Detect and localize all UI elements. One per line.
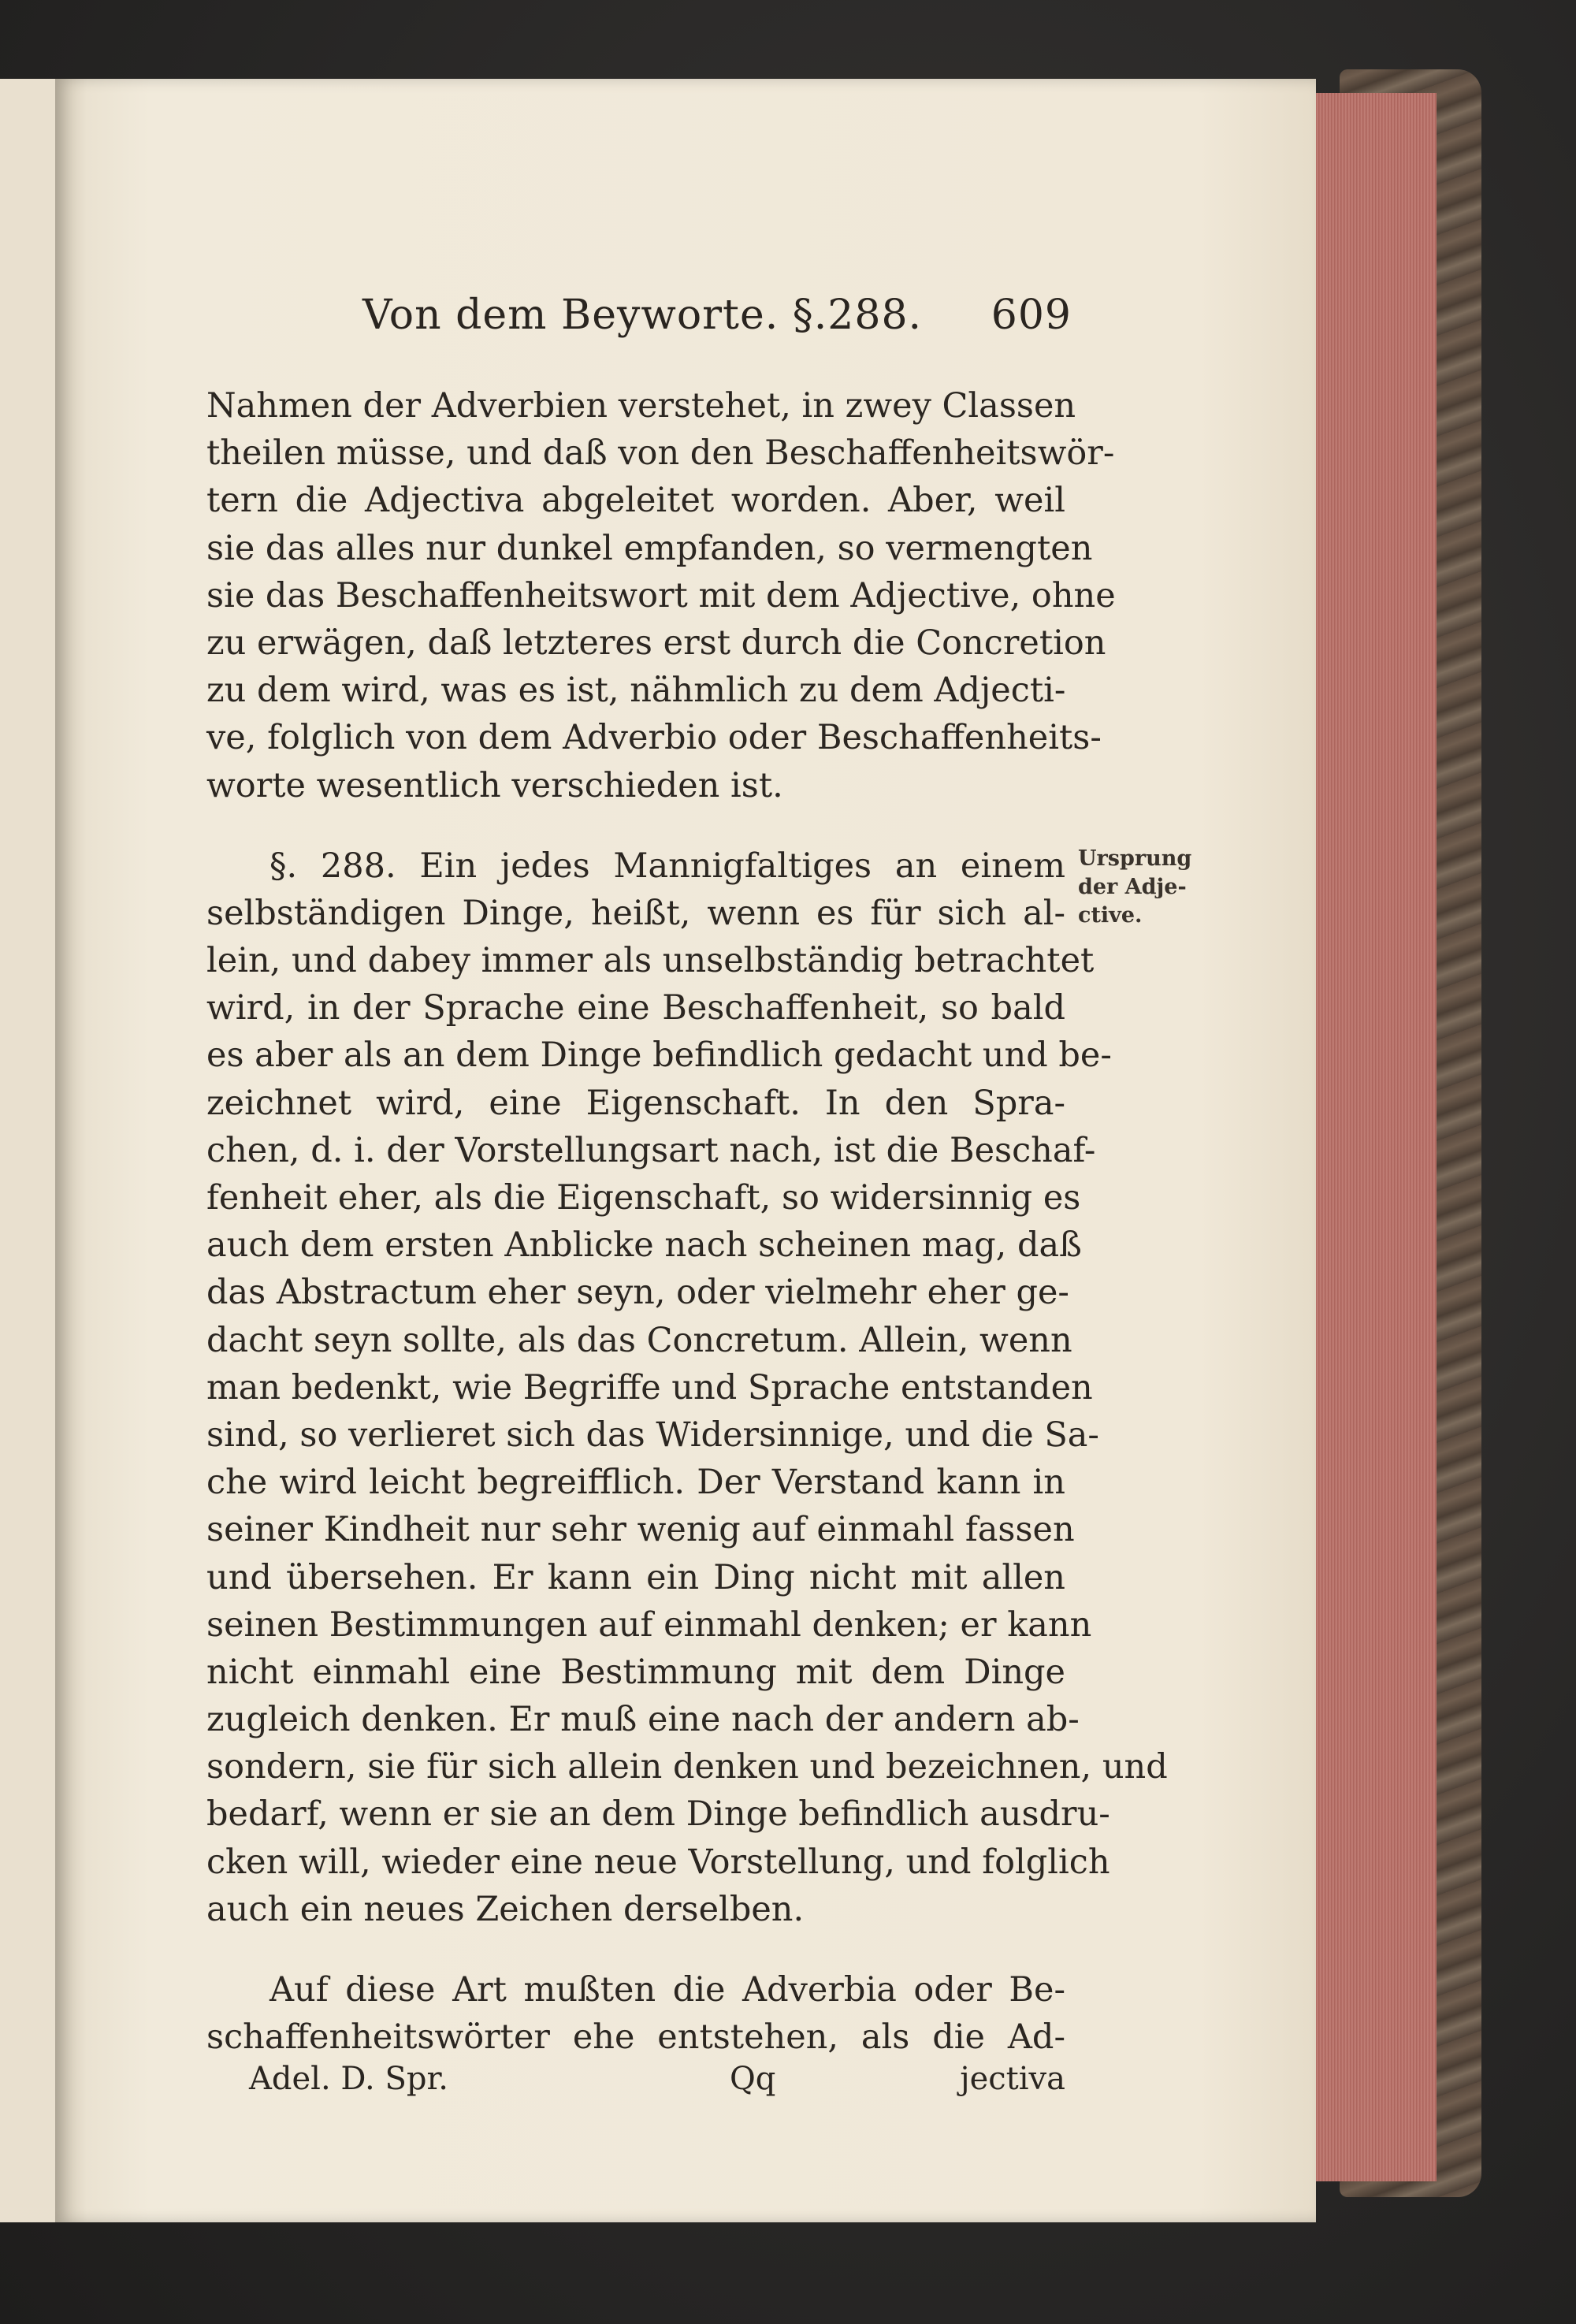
running-head <box>362 292 1072 347</box>
text-line: zu erwägen, daß letzteres erst durch die Concretion <box>206 623 1106 663</box>
facing-page-edge <box>0 79 60 2222</box>
margin-note-line: ctive. <box>1078 903 1143 928</box>
text-line: sie das alles nur dunkel empfanden, so vermengten <box>206 528 1093 568</box>
text-line: auch dem ersten Anblicke nach scheinen mag, daß <box>206 1225 1082 1266</box>
page-edges <box>1304 93 1437 2181</box>
page-number: 609 <box>991 292 1072 339</box>
text-line: cken will, wieder eine neue Vorstellung, und folglich <box>206 1842 1110 1882</box>
text-line: zugleich denken. Er muß eine nach der andern ab- <box>206 1700 1080 1740</box>
text-line: man bedenkt, wie Begriffe und Sprache entstanden <box>206 1367 1093 1407</box>
book-page <box>55 79 1316 2222</box>
text-line: sondern, sie für sich allein denken und bezeichnen, und <box>206 1747 1168 1787</box>
text-line: seinen Bestimmungen auf einmahl denken; er kann <box>206 1604 1092 1645</box>
text-line: selbständigen Dinge, heißt, wenn es für sich al- <box>206 893 1065 933</box>
text-line: Auf diese Art mußten die Adverbia oder Be- <box>269 1970 1065 2010</box>
text-line: auch ein neues Zeichen derselben. <box>206 1889 805 1929</box>
text-line: seiner Kindheit nur sehr wenig auf einmahl fassen <box>206 1510 1075 1550</box>
text-line: ve, folglich von dem Adverbio oder Beschaffenheits- <box>206 718 1102 758</box>
text-line: wird, in der Sprache eine Beschaffenheit, so bald <box>206 988 1065 1028</box>
text-line: es aber als an dem Dinge befindlich gedacht und be- <box>206 1036 1112 1076</box>
text-line: dacht seyn sollte, als das Concretum. Allein, wenn <box>206 1320 1072 1360</box>
page-footer <box>249 2061 1065 2108</box>
text-line: chen, d. i. der Vorstellungsart nach, ist die Beschaf- <box>206 1130 1096 1170</box>
text-line: worte wesentlich verschieden ist. <box>206 765 783 805</box>
text-line: sind, so verlieret sich das Widersinnige, und die Sa- <box>206 1415 1099 1455</box>
text-line: nicht einmahl eine Bestimmung mit dem Dinge <box>206 1652 1065 1692</box>
running-head-title: Von dem Beyworte. §.288. <box>362 292 923 339</box>
text-line: zeichnet wird, eine Eigenschaft. In den Spra- <box>206 1083 1065 1123</box>
quire-mark: Qq <box>730 2061 776 2097</box>
section-heading-line: §. 288. Ein jedes Mannigfaltiges an einem <box>269 846 1065 886</box>
margin-note-line: Ursprung <box>1078 846 1192 871</box>
text-line: che wird leicht begreifflich. Der Verstand kann in <box>206 1463 1065 1503</box>
catchword: jectiva <box>960 2061 1065 2097</box>
text-line: und übersehen. Er kann ein Ding nicht mit allen <box>206 1557 1065 1597</box>
text-line: schaffenheitswörter ehe entstehen, als die Ad- <box>206 2017 1065 2058</box>
text-line: das Abstractum eher seyn, oder vielmehr eher ge- <box>206 1273 1069 1313</box>
text-line: zu dem wird, was es ist, nähmlich zu dem Adjecti- <box>206 671 1066 711</box>
text-line: tern die Adjectiva abgeleitet worden. Aber, weil <box>206 481 1065 521</box>
text-line: fenheit eher, als die Eigenschaft, so widersinnig es <box>206 1178 1081 1218</box>
margin-note <box>1078 845 1196 930</box>
text-line: Nahmen der Adverbien verstehet, in zwey Classen <box>206 386 1076 426</box>
margin-note-line: der Adje- <box>1078 875 1187 899</box>
text-line: bedarf, wenn er sie an dem Dinge befindlich ausdru- <box>206 1794 1110 1835</box>
signature-mark: Adel. D. Spr. <box>249 2061 448 2097</box>
text-line: theilen müsse, und daß von den Beschaffenheitswör- <box>206 433 1115 474</box>
text-line: sie das Beschaffenheitswort mit dem Adjective, ohne <box>206 575 1116 615</box>
text-line: lein, und dabey immer als unselbständig betrachtet <box>206 941 1095 981</box>
